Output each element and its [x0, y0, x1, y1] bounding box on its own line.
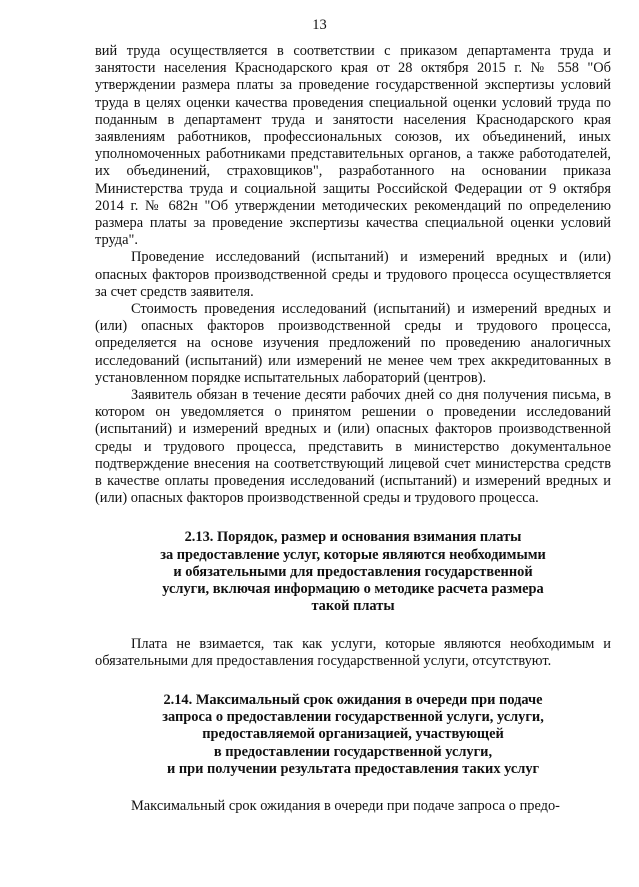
section-2-13-text: Плата не взимается, так как услуги, которые являются необходимым и обязательными для предоставления государственной услуги, отсутствуют. — [95, 635, 611, 669]
section-heading-line: 2.14. Максимальный срок ожидания в очереди при подаче — [163, 691, 543, 708]
section-heading-line: предоставляемой организацией, участвующей — [202, 726, 504, 743]
section-heading-line: запроса о предоставлении государственной услуги, услуги, — [162, 709, 544, 726]
section-heading-line: и при получении результата предоставления таких услуг — [166, 760, 540, 777]
page-number: 13 — [312, 17, 327, 33]
section-2-13-heading — [95, 529, 611, 615]
paragraph-continuation: вий труда осуществляется в соответствии с приказом департамента труда и занятости населения Краснодарского края от 28 октября 2015 г. № 558 "Об утверждении размера платы за проведение государственной экспертизы условий труда в целях оценки качества проведения специальной оценки условий труда по поданным в департамент труда и занятости населения Краснодарского края заявлениям работников, профессиональных союзов, их объединений, иных уполномоченных работниками представительных органов, а также работодателей, их объединений, страховщиков", разработанного на основании приказа Министерства труда и социальной защиты Российской Федерации от 9 октября 2014 г. № 682н "Об утверждении методических рекомендаций по определению размера платы за проведение экспертизы качества специальной оценки условий труда". — [95, 43, 611, 249]
section-heading-line: такой платы — [311, 598, 395, 615]
paragraph-research-cost: Стоимость проведения исследований (испытаний) и измерений вредных и (или) опасных факторов производственной среды и трудового процесса, определяется на основе изучения предложений по проведению аналогичных исследований (испытаний) или измерений не менее чем трех аккредитованных в установленном порядке испытательных лабораторий (центров). — [95, 301, 611, 386]
section-heading-line: за предоставление услуг, которые являются необходимыми — [160, 546, 546, 563]
section-2-14-heading — [95, 692, 611, 778]
section-heading-line: услуги, включая информацию о методике расчета размера — [162, 581, 544, 598]
paragraph-applicant-obligation: Заявитель обязан в течение десяти рабочих дней со дня получения письма, в котором он уведомляется о принятом решении о проведении исследований (испытаний) и измерений вредных и (или) опасных факторов производственной среды и трудового процесса, представить в министерство документальное подтверждение внесения на соответствующий лицевой счет министерства средств в качестве оплаты проведения исследований (испытаний) и измерений вредных и (или) опасных факторов производственной среды и трудового процесса. — [95, 387, 611, 507]
section-heading-line: и обязательными для предоставления государственной — [173, 563, 533, 580]
page-body — [95, 43, 611, 815]
paragraph-research-funding: Проведение исследований (испытаний) и измерений вредных и (или) опасных факторов производственной среды и трудового процесса осуществляется за счет средств заявителя. — [95, 249, 611, 300]
section-heading-line: 2.13. Порядок, размер и основания взимания платы — [184, 529, 522, 546]
section-2-14-text: Максимальный срок ожидания в очереди при подаче запроса о предо- — [131, 797, 560, 814]
section-heading-line: в предоставлении государственной услуги, — [213, 743, 493, 760]
